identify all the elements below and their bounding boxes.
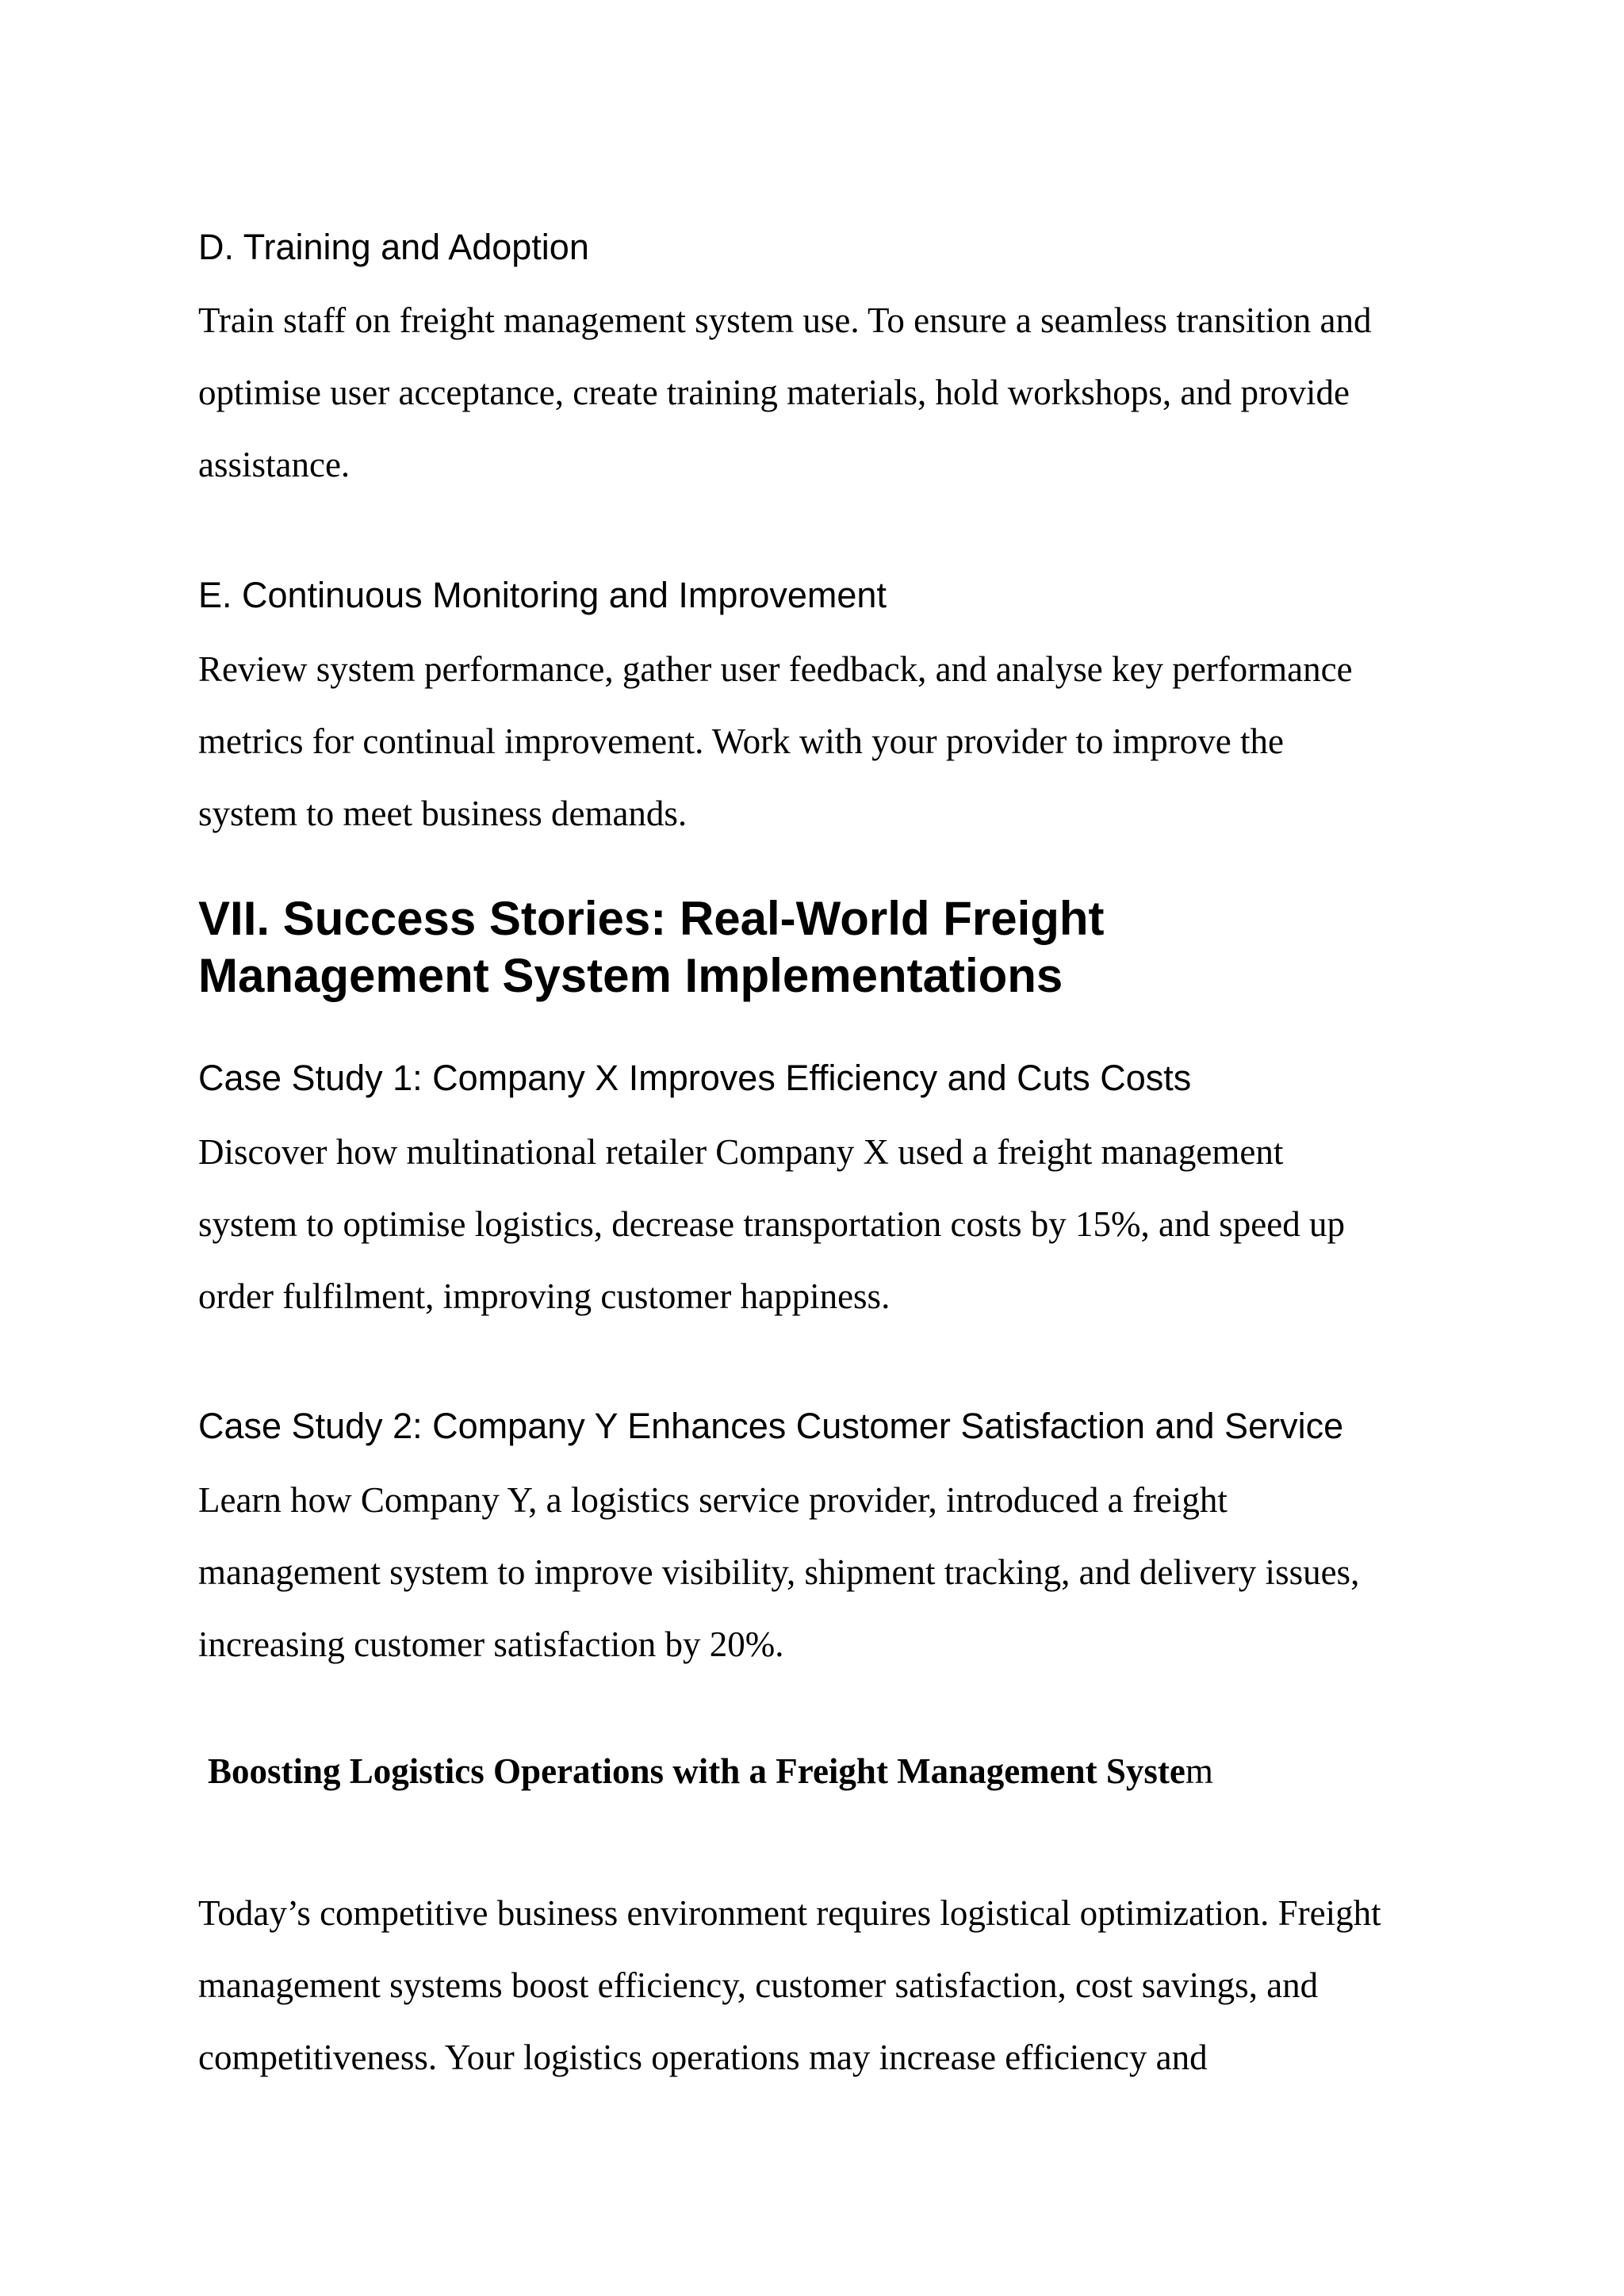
case-study-2-heading: Case Study 2: Company Y Enhances Customer Satisfaction and Service	[198, 1406, 1344, 1446]
case1-line-3: order fulfilment, improving customer happiness.	[198, 1276, 891, 1316]
case2-line-1: Learn how Company Y, a logistics service provider, introduced a freight	[198, 1480, 1228, 1520]
success-stories-section	[198, 890, 1435, 1004]
boosting-line-3: competitiveness. Your logistics operations may increase efficiency and	[198, 2038, 1208, 2077]
training-paragraph	[198, 285, 1435, 501]
monitoring-line-1: Review system performance, gather user feedback, and analyse key performance	[198, 649, 1353, 689]
monitoring-heading: E. Continuous Monitoring and Improvement	[198, 575, 887, 615]
boosting-title	[208, 1749, 1445, 1793]
boosting-line-2: management systems boost efficiency, customer satisfaction, cost savings, and	[198, 1965, 1319, 2005]
monitoring-section	[198, 573, 1435, 618]
case-study-1-paragraph	[198, 1116, 1435, 1333]
success-heading-line-2: Management System Implementations	[198, 949, 1063, 1002]
case-study-2-paragraph	[198, 1464, 1435, 1681]
boosting-title-bold: Boosting Logistics Operations with a Freight Management Syste	[208, 1751, 1185, 1791]
case-study-2-section	[198, 1404, 1435, 1448]
monitoring-paragraph	[198, 633, 1435, 850]
monitoring-line-3: system to meet business demands.	[198, 794, 688, 833]
success-stories-heading	[198, 890, 1435, 1004]
case1-line-1: Discover how multinational retailer Company X used a freight management	[198, 1132, 1284, 1172]
case-study-1-heading: Case Study 1: Company X Improves Efficiency and Cuts Costs	[198, 1058, 1192, 1098]
success-heading-line-1: VII. Success Stories: Real-World Freight	[198, 892, 1105, 945]
training-section	[198, 225, 1435, 270]
case-study-1-section	[198, 1056, 1435, 1100]
training-heading: D. Training and Adoption	[198, 227, 589, 267]
case2-line-2: management system to improve visibility, shipment tracking, and delivery issues,	[198, 1552, 1360, 1592]
training-line-2: optimise user acceptance, create training materials, hold workshops, and provide	[198, 373, 1350, 412]
training-line-3: assistance.	[198, 445, 350, 484]
boosting-title-block	[208, 1749, 1445, 1793]
boosting-paragraph	[198, 1877, 1435, 2094]
boosting-line-1: Today’s competitive business environment requires logistical optimization. Freight	[198, 1893, 1381, 1933]
boosting-title-tail: m	[1185, 1751, 1213, 1791]
monitoring-line-2: metrics for continual improvement. Work with your provider to improve the	[198, 721, 1284, 761]
training-line-1: Train staff on freight management system use. To ensure a seamless transition and	[198, 300, 1372, 340]
case1-line-2: system to optimise logistics, decrease transportation costs by 15%, and speed up	[198, 1204, 1345, 1244]
case2-line-3: increasing customer satisfaction by 20%.	[198, 1624, 784, 1664]
